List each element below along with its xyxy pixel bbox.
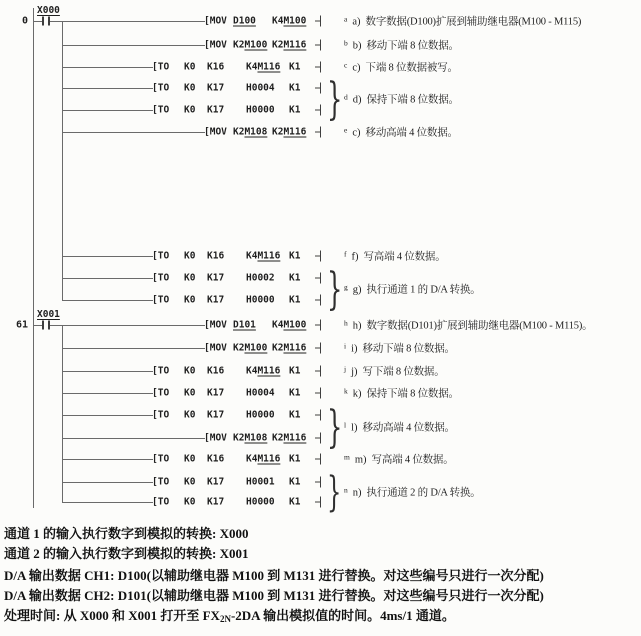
comment-text: 移动下端 8 位数据。 [366,40,459,52]
comment [344,386,459,401]
instruction-opcode: [TO [152,476,170,488]
comment [344,249,446,264]
rung-line [62,132,205,133]
operand-device: M108 [244,432,268,444]
operand-prefix: K2 [272,342,284,354]
comment-label: d) [352,94,362,106]
brace-glyph: } [327,73,343,125]
instruction-operand [184,410,195,421]
comment-letter: g [344,282,348,292]
comment-letter: c [344,60,348,70]
instruction-operand [246,454,280,465]
operand-prefix: H0000 [246,104,275,116]
operand-device: M116 [257,61,281,73]
power-rail [33,8,34,508]
comment [344,364,445,379]
rung-line [62,256,153,257]
instruction-opcode: [TO [152,365,170,377]
operand-device: M100 [244,39,268,51]
operand-device: M108 [244,126,268,138]
instruction-opcode: [MOV [204,432,227,444]
instruction-operand [207,366,224,377]
comment-label: a) [352,16,361,28]
operand-prefix: K0 [184,409,196,421]
operand-prefix: H0001 [246,476,275,488]
instruction-operand [289,388,300,399]
instruction-end-bracket [315,343,321,354]
rung-line [50,325,205,326]
instruction-operand [289,251,300,262]
instruction-operand [246,62,280,73]
instruction-operand [207,295,224,306]
rung-line [62,438,205,439]
comment-brace [327,401,343,453]
instruction-operand [246,410,275,421]
instruction-operand [233,320,256,331]
instruction-operand [207,477,224,488]
instruction-opcode: [TO [152,104,170,116]
operand-device: M100 [283,15,307,27]
instruction-end-bracket [315,251,321,262]
comment-label: g) [352,284,362,296]
rung-line [62,67,153,68]
operand-prefix: K1 [289,453,301,465]
operand-prefix: K0 [184,250,196,262]
instruction-operand [272,433,306,444]
operand-prefix: K1 [289,61,301,73]
instruction-operand [184,62,195,73]
instruction-opcode: [MOV [204,319,227,331]
contact-bar-left [42,321,44,330]
comment-label: f) [351,251,359,263]
rung-line [62,393,153,394]
footer-line-da-ch2: D/A 输出数据 CH2: D101(以辅助继电器 M100 到 M131 进行替换。对这些编号只进行一次分配) [4,588,544,603]
operand-prefix: K17 [207,496,225,508]
instruction-operand [233,433,267,444]
comment-text: 移动高端 4 位数据。 [362,422,455,434]
instruction-opcode: [TO [152,496,170,508]
instruction-operand [207,410,224,421]
instruction-end-bracket [315,273,321,284]
comment-letter: d [344,92,348,102]
operand-prefix: K4 [246,61,258,73]
instruction-operand [233,343,267,354]
contact-label: X000 [37,5,60,16]
operand-device: M116 [257,453,281,465]
operand-prefix: K17 [207,104,225,116]
operand-prefix: K0 [184,453,196,465]
instruction-opcode: [MOV [204,342,227,354]
operand-device: M116 [283,39,307,51]
operand-prefix: K1 [289,82,301,94]
instruction-end-bracket [315,62,321,73]
operand-prefix: K16 [207,250,225,262]
operand-prefix: K2 [272,432,284,444]
operand-prefix: H0002 [246,272,275,284]
operand-prefix: K17 [207,409,225,421]
rung-line [33,325,42,326]
operand-prefix: K0 [184,387,196,399]
operand-prefix: K2 [272,126,284,138]
operand-prefix: K0 [184,294,196,306]
operand-prefix: H0000 [246,496,275,508]
comment [344,60,458,75]
instruction-end-bracket [315,40,321,51]
comment-text: 保持下端 8 位数据。 [366,388,459,400]
contact-label: X001 [37,309,60,320]
operand-prefix: K1 [289,104,301,116]
comment-text: 执行通道 2 的 D/A 转换。 [366,487,481,499]
rung-line [62,371,153,372]
instruction-operand [246,83,275,94]
comment-letter: e [344,125,348,135]
instruction-operand [289,410,300,421]
instruction-end-bracket [315,105,321,116]
instruction-operand [233,16,256,27]
comment-label: k) [352,388,362,400]
instruction-operand [272,127,306,138]
instruction-operand [289,105,300,116]
comment-letter: b [344,38,348,48]
instruction-operand [184,366,195,377]
comment-label: l) [351,422,358,434]
instruction-operand [207,105,224,116]
instruction-operand [207,454,224,465]
rung-line [62,110,153,111]
instruction-operand [184,497,195,508]
instruction-operand [207,273,224,284]
comment-letter: n [344,485,348,495]
instruction-operand [207,62,224,73]
operand-prefix: K16 [207,61,225,73]
comment-letter: j [344,364,347,374]
instruction-operand [184,454,195,465]
operand-prefix: K1 [289,476,301,488]
step-number: 61 [15,319,28,331]
operand-prefix: K1 [289,272,301,284]
fx2n-subscript: 2N [219,614,231,624]
processing-time-pre: 处理时间: 从 X000 和 X001 打开至 FX [4,608,220,623]
rung-line [62,482,153,483]
rung-line [62,348,205,349]
instruction-operand [289,83,300,94]
operand-device: D101 [233,319,256,331]
operand-device: M100 [244,342,268,354]
comment-label: c) [352,127,361,139]
comment-brace [327,468,342,516]
instruction-end-bracket [315,83,321,94]
operand-prefix: K4 [272,15,284,27]
comment-letter: m [344,452,350,462]
operand-prefix: K0 [184,476,196,488]
instruction-opcode: [TO [152,82,170,94]
instruction-end-bracket [315,433,321,444]
comment-text: 移动下端 8 位数据。 [362,343,455,355]
instruction-end-bracket [315,410,321,421]
footer-line-ch2-input: 通道 2 的输入执行数字到模拟的转换: X001 [4,546,249,561]
operand-prefix: K1 [289,294,301,306]
instruction-operand [289,295,300,306]
operand-prefix: K0 [184,496,196,508]
comment [344,282,481,297]
instruction-opcode: [TO [152,61,170,73]
instruction-end-bracket [315,454,321,465]
comment [344,485,481,500]
operand-device: M116 [257,365,281,377]
operand-prefix: K0 [184,272,196,284]
operand-prefix: K17 [207,82,225,94]
rung-line [62,88,153,89]
operand-prefix: K17 [207,294,225,306]
comment-label: c) [352,62,361,74]
operand-prefix: K17 [207,476,225,488]
rung-line [62,459,153,460]
instruction-operand [184,83,195,94]
operand-prefix: K1 [289,365,301,377]
rung-line [62,502,153,503]
instruction-operand [184,477,195,488]
comment-label: i) [351,343,358,355]
operand-device: M116 [257,250,281,262]
operand-prefix: H0000 [246,294,275,306]
comment-text: 写高端 4 位数据。 [363,251,446,263]
comment-text: 下端 8 位数据被写。 [365,62,458,74]
instruction-operand [207,251,224,262]
instruction-operand [246,295,275,306]
comment-label: n) [352,487,362,499]
instruction-end-bracket [315,320,321,331]
instruction-operand [289,366,300,377]
comment-letter: l [344,420,347,430]
rung-line [62,278,153,279]
instruction-opcode: [TO [152,453,170,465]
processing-time-post: -2DA 输出模拟值的时间。4ms/1 通道。 [230,608,455,623]
comment-text: 数字数据(D101)扩展到辅助继电器(M100 - M115)。 [366,320,593,332]
operand-prefix: K4 [246,250,258,262]
instruction-operand [184,295,195,306]
instruction-operand [289,454,300,465]
comment-text: 移动高端 4 位数据。 [365,127,458,139]
comment [344,341,455,356]
instruction-end-bracket [315,497,321,508]
instruction-operand [272,320,306,331]
instruction-operand [289,62,300,73]
brace-glyph: } [327,401,343,453]
instruction-opcode: [TO [152,272,170,284]
instruction-operand [233,127,267,138]
rung-line [33,21,42,22]
comment-text: 写高端 4 位数据。 [371,454,454,466]
operand-device: M116 [283,126,307,138]
operand-prefix: K4 [246,365,258,377]
operand-prefix: K2 [272,39,284,51]
comment-brace [327,263,343,315]
instruction-end-bracket [315,16,321,27]
instruction-opcode: [TO [152,387,170,399]
operand-prefix: K17 [207,387,225,399]
instruction-operand [246,273,275,284]
instruction-operand [272,40,306,51]
instruction-operand [246,366,280,377]
comment-text: 执行通道 1 的 D/A 转换。 [366,284,481,296]
comment-label: h) [352,320,362,332]
comment [344,14,581,29]
rung-line [62,415,153,416]
instruction-operand [272,16,306,27]
instruction-operand [246,105,275,116]
operand-device: D100 [233,15,256,27]
comment-text: 写下端 8 位数据。 [362,366,445,378]
comment-letter: a [344,14,348,24]
instruction-operand [246,251,280,262]
operand-prefix: K2 [233,342,245,354]
instruction-operand [207,83,224,94]
operand-device: M116 [283,342,307,354]
comment-label: b) [352,40,362,52]
operand-device: M100 [283,319,307,331]
instruction-operand [233,40,267,51]
instruction-end-bracket [315,295,321,306]
step-number: 0 [21,15,28,27]
instruction-operand [184,273,195,284]
operand-prefix: K2 [233,432,245,444]
operand-prefix: K1 [289,409,301,421]
instruction-operand [272,343,306,354]
comment [344,125,458,140]
instruction-operand [246,477,275,488]
instruction-operand [246,497,275,508]
instruction-opcode: [TO [152,294,170,306]
operand-prefix: K0 [184,365,196,377]
comment [344,318,592,333]
comment-letter: f [344,249,347,259]
comment-text: 保持下端 8 位数据。 [366,94,459,106]
operand-prefix: K4 [246,453,258,465]
operand-prefix: K4 [272,319,284,331]
comment-text: 数字数据(D100)扩展到辅助继电器(M100 - M115) [365,16,582,28]
contact-bar-left [42,17,44,26]
instruction-end-bracket [315,388,321,399]
operand-prefix: K0 [184,82,196,94]
instruction-operand [289,273,300,284]
instruction-opcode: [MOV [204,126,227,138]
comment-label: j) [351,366,358,378]
operand-device: M116 [283,432,307,444]
operand-prefix: K0 [184,61,196,73]
operand-prefix: K2 [233,126,245,138]
branch-line [62,21,63,301]
instruction-operand [246,388,275,399]
instruction-operand [207,388,224,399]
instruction-operand [289,477,300,488]
operand-prefix: K17 [207,272,225,284]
operand-prefix: H0000 [246,409,275,421]
operand-prefix: K1 [289,387,301,399]
instruction-operand [289,497,300,508]
operand-prefix: K16 [207,453,225,465]
instruction-opcode: [TO [152,409,170,421]
operand-prefix: K2 [233,39,245,51]
footer-line-ch1-input: 通道 1 的输入执行数字到模拟的转换: X000 [4,526,249,541]
operand-prefix: H0004 [246,82,275,94]
instruction-opcode: [MOV [204,15,227,27]
comment-brace [327,73,343,125]
rung-line [50,21,205,22]
instruction-operand [207,497,224,508]
instruction-opcode: [TO [152,250,170,262]
instruction-opcode: [MOV [204,39,227,51]
rung-line [62,300,153,301]
comment [344,452,454,467]
brace-glyph: } [327,263,343,315]
branch-line [62,325,63,503]
brace-glyph: } [327,468,342,516]
comment [344,420,455,435]
comment-label: m) [354,454,367,466]
footer-line-da-ch1: D/A 输出数据 CH1: D100(以辅助继电器 M100 到 M131 进行替换。对这些编号只进行一次分配) [4,568,544,583]
instruction-end-bracket [315,477,321,488]
footer-line-processing-time [4,605,455,624]
comment-letter: k [344,386,348,396]
comment-letter: h [344,318,348,328]
instruction-end-bracket [315,127,321,138]
operand-prefix: K0 [184,104,196,116]
rung-line [62,45,205,46]
instruction-operand [184,251,195,262]
operand-prefix: K16 [207,365,225,377]
instruction-operand [184,105,195,116]
operand-prefix: K1 [289,250,301,262]
instruction-end-bracket [315,366,321,377]
comment [344,38,459,53]
comment [344,92,459,107]
comment-letter: i [344,341,347,351]
operand-prefix: K1 [289,496,301,508]
operand-prefix: H0004 [246,387,275,399]
instruction-operand [184,388,195,399]
